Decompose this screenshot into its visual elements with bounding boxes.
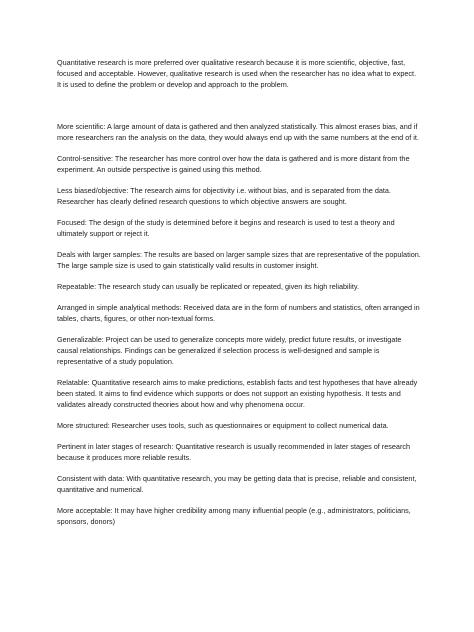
point-less-biased: Less biased/objective: The research aims for objectivity i.e. without bias, and is separated from the data. Researcher has clearly defined research questions to which objective answers are sought. — [57, 186, 391, 206]
point-relatable: Relatable: Quantitative research aims to make predictions, establish facts and test hypotheses that have already been stated. It aims to find evidence which supports or does not support an existing hypothesis. It tests and validates already constructed theories about how and why phenomena occur. — [57, 378, 418, 409]
point-pertinent-later-stages: Pertinent in later stages of research: Quantitative research is usually recommended in later stages of research because it produces more reliable results. — [57, 442, 411, 462]
point-more-acceptable: More acceptable: It may have higher credibility among many influential people (e.g., administrators, politicians, sponsors, donors) — [57, 506, 411, 526]
point-consistent-with-data: Consistent with data: With quantitative research, you may be getting data that is precise, reliable and consistent, quantitative and numerical. — [57, 474, 417, 494]
point-generalizable: Generalizable: Project can be used to generalize concepts more widely, predict future results, or investigate causal relationships. Findings can be generalized if selection process is well-designed and sample is representative of a study population. — [57, 335, 402, 366]
point-more-structured: More structured: Researcher uses tools, such as questionnaires or equipment to collect numerical data. — [57, 421, 389, 430]
point-more-scientific: More scientific: A large amount of data is gathered and then analyzed statistically. This almost erases bias, and if more researchers ran the analysis on the data, they would always end up with the same numbers at the end of it. — [57, 122, 419, 142]
document-page — [57, 57, 422, 537]
point-focused: Focused: The design of the study is determined before it begins and research is used to test a theory and ultimately support or reject it. — [57, 218, 395, 238]
point-control-sensitive: Control-sensitive: The researcher has more control over how the data is gathered and is more distant from the experiment. An outside perspective is gained using this method. — [57, 154, 410, 174]
point-repeatable: Repeatable: The research study can usually be replicated or repeated, given its high reliability. — [57, 282, 359, 291]
intro-paragraph: Quantitative research is more preferred over qualitative research because it is more scientific, objective, fast, focused and acceptable. However, qualitative research is used when the researcher has no idea what to expect. It is used to define the problem or develop and approach to the problem. — [57, 58, 417, 89]
point-simple-analytical-methods: Arranged in simple analytical methods: Received data are in the form of numbers and statistics, often arranged in tables, charts, figures, or other non-textual forms. — [57, 303, 420, 323]
point-larger-samples: Deals with larger samples: The results are based on larger sample sizes that are representative of the population. The large sample size is used to gain statistically valid results in customer insight. — [57, 250, 421, 270]
